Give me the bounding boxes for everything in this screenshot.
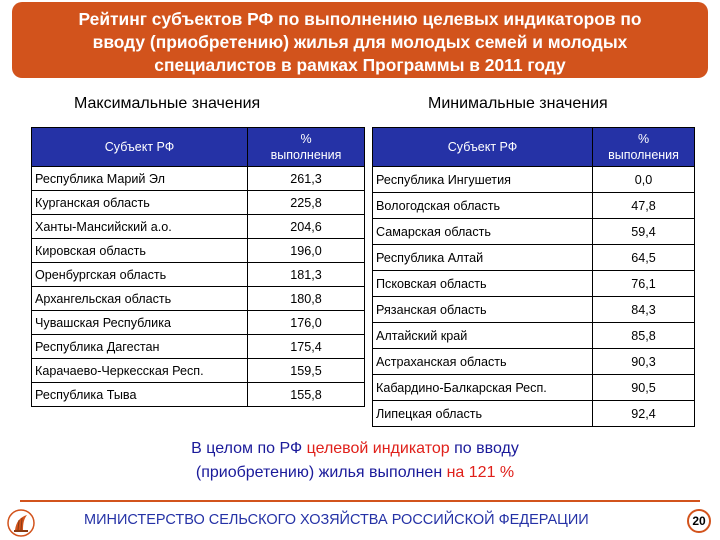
- table-row: [32, 215, 365, 239]
- table-row: [373, 271, 695, 297]
- percent-cell: 204,6: [248, 215, 365, 239]
- percent-cell: 90,3: [593, 349, 695, 375]
- summary-text: В целом по РФ целевой индикатор по вводу (приобретению) жилья выполнен на 121 %: [191, 440, 519, 481]
- region-cell: Астраханская область: [373, 349, 593, 375]
- title-line-1: Рейтинг субъектов РФ по выполнению целевых индикаторов по: [78, 9, 642, 29]
- title-line-3: специалистов в рамках Программы в 2011 году: [154, 55, 566, 75]
- footer-ministry-name: МИНИСТЕРСТВО СЕЛЬСКОГО ХОЗЯЙСТВА РОССИЙСКОЙ ФЕДЕРАЦИИ: [84, 512, 589, 528]
- percent-cell: 175,4: [248, 335, 365, 359]
- table-row: [373, 219, 695, 245]
- region-cell: Карачаево-Черкесская Респ.: [32, 359, 248, 383]
- table-row: [32, 239, 365, 263]
- table-row: [32, 335, 365, 359]
- table-row: [373, 323, 695, 349]
- region-cell: Архангельская область: [32, 287, 248, 311]
- percent-cell: 76,1: [593, 271, 695, 297]
- table-row: [373, 375, 695, 401]
- region-cell: Республика Тыва: [32, 383, 248, 407]
- footer-divider: [20, 500, 700, 502]
- table-row: [373, 245, 695, 271]
- region-cell: Кабардино-Балкарская Респ.: [373, 375, 593, 401]
- page-number-badge: 20: [687, 509, 711, 533]
- region-cell: Рязанская область: [373, 297, 593, 323]
- table-row: [373, 401, 695, 427]
- percent-cell: 85,8: [593, 323, 695, 349]
- table-row: [373, 193, 695, 219]
- max-values-table: [31, 127, 365, 407]
- min-col-region-header: Субъект РФ: [373, 128, 593, 167]
- region-cell: Оренбургская область: [32, 263, 248, 287]
- percent-cell: 47,8: [593, 193, 695, 219]
- table-row: [373, 349, 695, 375]
- percent-cell: 92,4: [593, 401, 695, 427]
- percent-cell: 90,5: [593, 375, 695, 401]
- percent-cell: 180,8: [248, 287, 365, 311]
- table-row: [32, 167, 365, 191]
- region-cell: Курганская область: [32, 191, 248, 215]
- percent-cell: 176,0: [248, 311, 365, 335]
- region-cell: Кировская область: [32, 239, 248, 263]
- summary-highlight-percent: на 121 %: [446, 464, 515, 481]
- summary-highlight-indicator: целевой индикатор: [306, 440, 450, 457]
- table-row: [373, 297, 695, 323]
- table-row: [32, 383, 365, 407]
- percent-cell: 159,5: [248, 359, 365, 383]
- max-values-heading: Максимальные значения: [74, 95, 261, 112]
- table-row: [32, 311, 365, 335]
- table-row: [373, 167, 695, 193]
- min-values-table: [372, 127, 695, 427]
- percent-cell: 84,3: [593, 297, 695, 323]
- max-col-region-header: Субъект РФ: [32, 128, 248, 167]
- ministry-emblem-icon: [6, 508, 36, 538]
- title-banner: [12, 2, 708, 78]
- table-row: [32, 191, 365, 215]
- title-line-2: вводу (приобретению) жилья для молодых семей и молодых: [92, 32, 628, 52]
- min-values-heading: Минимальные значения: [428, 95, 608, 112]
- percent-cell: 0,0: [593, 167, 695, 193]
- region-cell: Республика Марий Эл: [32, 167, 248, 191]
- region-cell: Республика Ингушетия: [373, 167, 593, 193]
- region-cell: Алтайский край: [373, 323, 593, 349]
- region-cell: Ханты-Мансийский а.о.: [32, 215, 248, 239]
- percent-cell: 181,3: [248, 263, 365, 287]
- percent-cell: 59,4: [593, 219, 695, 245]
- percent-cell: 225,8: [248, 191, 365, 215]
- region-cell: Липецкая область: [373, 401, 593, 427]
- percent-cell: 261,3: [248, 167, 365, 191]
- region-cell: Республика Дагестан: [32, 335, 248, 359]
- region-cell: Псковская область: [373, 271, 593, 297]
- max-col-percent-header: % выполнения: [248, 128, 365, 167]
- region-cell: Республика Алтай: [373, 245, 593, 271]
- region-cell: Вологодская область: [373, 193, 593, 219]
- region-cell: Самарская область: [373, 219, 593, 245]
- percent-cell: 196,0: [248, 239, 365, 263]
- table-row: [32, 263, 365, 287]
- percent-cell: 155,8: [248, 383, 365, 407]
- region-cell: Чувашская Республика: [32, 311, 248, 335]
- min-col-percent-header: % выполнения: [593, 128, 695, 167]
- table-row: [32, 359, 365, 383]
- percent-cell: 64,5: [593, 245, 695, 271]
- table-row: [32, 287, 365, 311]
